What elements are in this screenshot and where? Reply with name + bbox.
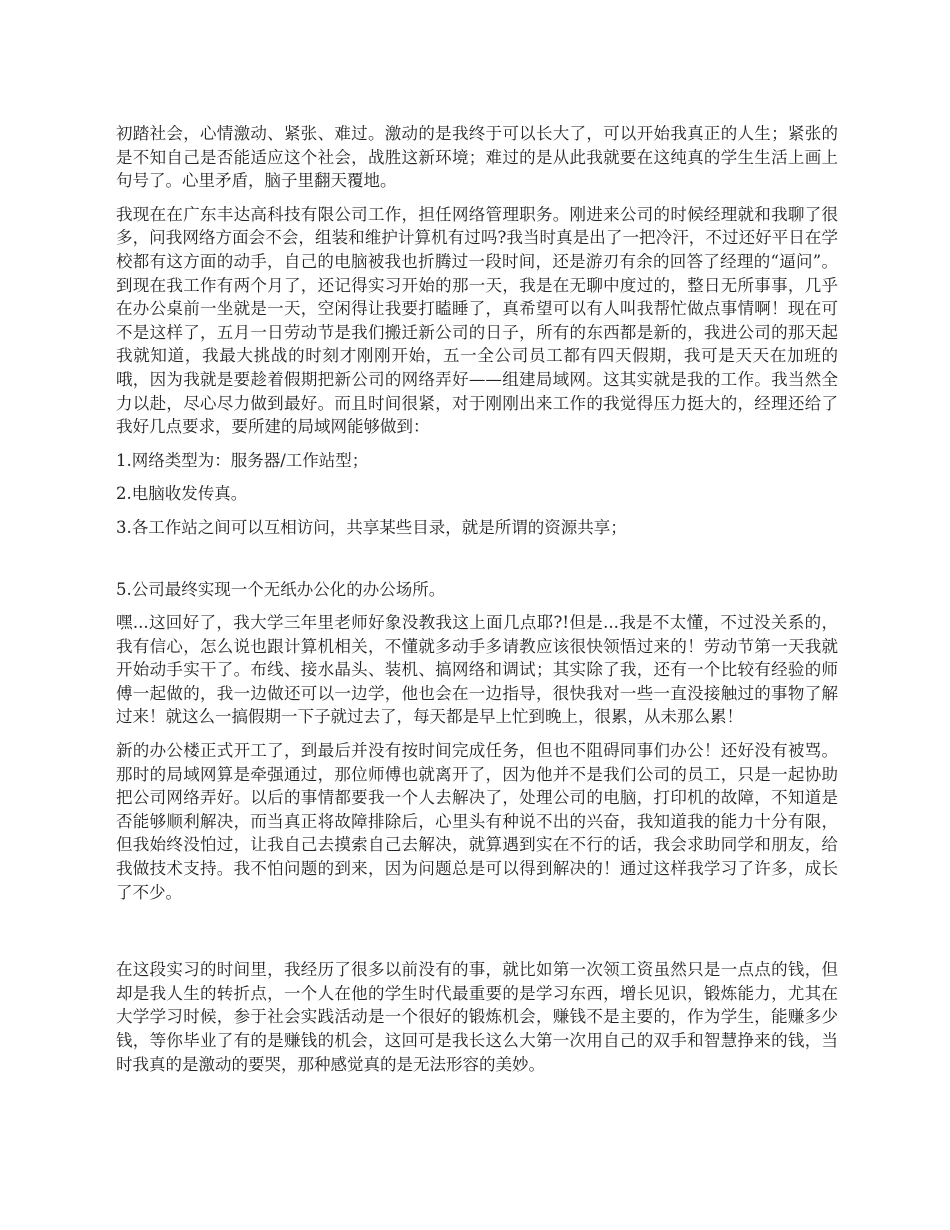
document-body <box>116 122 838 1086</box>
blank-spacer-large <box>116 914 838 958</box>
paragraph-intro: 初踏社会，心情激动、紧张、难过。激动的是我终于可以长大了，可以开始我真正的人生；紧张的是不知自己是否能适应这个社会，战胜这新环境；难过的是从此我就要在这纯真的学生生活上画上句号了。心里矛盾，脑子里翻天覆地。 <box>116 124 838 191</box>
blank-spacer <box>116 550 838 578</box>
requirement-item-5: 5.公司最终实现一个无纸办公化的办公场所。 <box>116 579 446 599</box>
paragraph-holiday-work: 嘿...这回好了，我大学三年里老师好象没教我这上面几点耶?!但是...我是不太懂，不过没关系的，我有信心，怎么说也跟计算机相关，不懂就多动手多请教应该很快领悟过来的！劳动节第一天我就开始动手实干了。布线、接水晶头、装机、搞网络和调试；其实除了我，还有一个比较有经验的师傅一起做的，我一边做还可以一边学，他也会在一边指导，很快我对一些一直没接触过的事物了解过来！就这么一搞假期一下子就过去了，每天都是早上忙到晚上，很累，从未那么累！ <box>116 613 838 727</box>
requirement-item-2: 2.电脑收发传真。 <box>116 484 248 504</box>
requirement-item-3: 3.各工作站之间可以互相访问，共享某些目录，就是所谓的资源共享； <box>116 517 627 537</box>
paragraph-new-office: 新的办公楼正式开工了，到最后并没有按时间完成任务，但也不阻碍同事们办公！还好没有被骂。那时的局域网算是牵强通过，那位师傅也就离开了，因为他并不是我们公司的员工，只是一起协助把公司网络弄好。以后的事情都要我一个人去解决了，处理公司的电脑，打印机的故障，不知道是否能够顺利解决，而当真正将故障排除后，心里头有种说不出的兴奋，我知道我的能力十分有限，但我始终没怕过，让我自己去摸索自己去解决，就算遇到实在不行的话，我会求助同学和朋友，给我做技术支持。我不怕问题的到来，因为问题总是可以得到解决的！通过这样我学习了许多，成长了不少。 <box>116 741 838 902</box>
paragraph-work-description: 我现在在广东丰达高科技有限公司工作，担任网络管理职务。刚进来公司的时候经理就和我聊了很多，问我网络方面会不会，组装和维护计算机有过吗?我当时真是出了一把冷汗，不过还好平日在学校都有这方面的动手，自己的电脑被我也折腾过一段时间，还是游刃有余的回答了经理的“逼问”。到现在我工作有两个月了，还记得实习开始的那一天，我是在无聊中度过的，整日无所事事，几乎在办公桌前一坐就是一天，空闲得让我要打瞌睡了，真希望可以有人叫我帮忙做点事情啊！现在可不是这样了，五月一日劳动节是我们搬迁新公司的日子，所有的东西都是新的，我进公司的那天起我就知道，我最大挑战的时刻才刚刚开始，五一全公司员工都有四天假期，我可是天天在加班的哦，因为我就是要趁着假期把新公司的网络弄好——组建局域网。这其实就是我的工作。我当然全力以赴，尽心尽力做到最好。而且时间很紧，对于刚刚出来工作的我觉得压力挺大的，经理还给了我好几点要求，要所建的局域网能够做到： <box>116 204 838 437</box>
paragraph-reflection: 在这段实习的时间里，我经历了很多以前没有的事，就比如第一次领工资虽然只是一点点的钱，但却是我人生的转折点，一个人在他的学生时代最重要的是学习东西，增长见识，锻炼能力，尤其在大学学习时候，参于社会实践活动是一个很好的锻炼机会，赚钱不是主要的，作为学生，能赚多少钱，等你毕业了有的是赚钱的机会，这回可是我长这么大第一次用自己的双手和智慧挣来的钱，当时我真的是激动的要哭，那种感觉真的是无法形容的美妙。 <box>116 960 838 1074</box>
requirement-item-1: 1.网络类型为：服务器/工作站型； <box>116 450 369 470</box>
